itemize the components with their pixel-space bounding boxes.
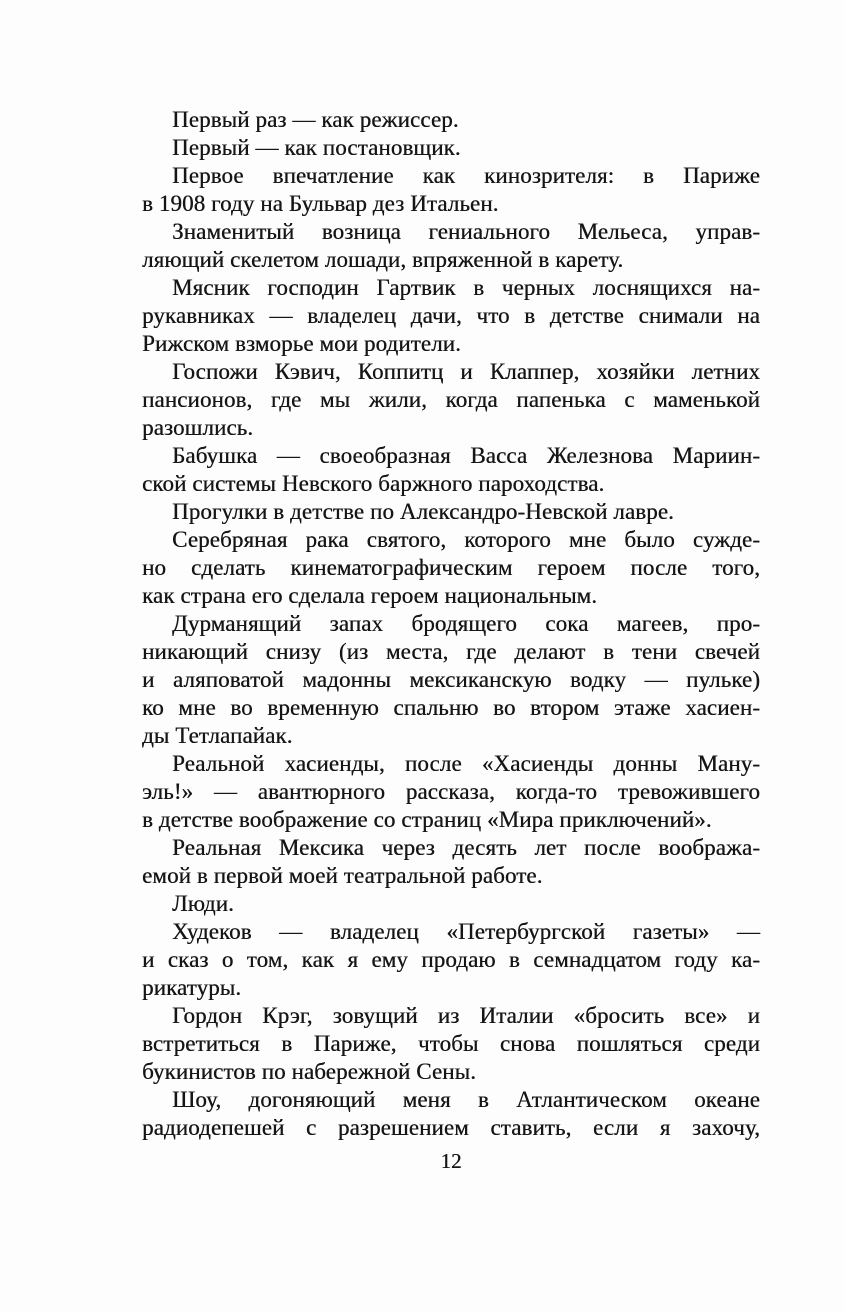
text-line: Реальной хасиенды, после «Хасиенды донны Ману- (172, 751, 760, 776)
text-line: рикатуры. (142, 975, 242, 1000)
text-line: ко мне во временную спальню во втором этаже хасиен- (142, 695, 760, 720)
text-line: в детстве воображение со страниц «Мира приключений». (142, 807, 712, 832)
paragraph (142, 750, 760, 834)
page-number: 12 (440, 1149, 462, 1173)
text-line: Шоу, догоняющий меня в Атлантическом океане (172, 1087, 760, 1112)
text-line: Рижском взморье мои родители. (142, 331, 461, 356)
text-line: ляющий скелетом лошади, впряженной в карету. (142, 247, 624, 272)
paragraph (142, 890, 760, 918)
paragraph (142, 498, 760, 526)
paragraph (142, 358, 760, 442)
text-line: емой в первой моей театральной работе. (142, 863, 543, 888)
paragraph (142, 218, 760, 274)
text-line: букинистов по набережной Сены. (142, 1059, 476, 1084)
text-line: Первый — как постановщик. (172, 135, 461, 160)
text-line: Мясник господин Гартвик в черных лоснящихся на- (172, 275, 760, 300)
text-line: Первый раз — как режиссер. (172, 107, 459, 132)
text-line: Первое впечатление как кинозрителя: в Париже (172, 163, 760, 188)
text-line: Дурманящий запах бродящего сока магеев, про- (172, 611, 760, 636)
text-line: и сказ о том, как я ему продаю в семнадцатом году ка- (142, 947, 760, 972)
paragraph (142, 918, 760, 1002)
text-line: Реальная Мексика через десять лет после вообража- (172, 835, 760, 860)
paragraph (142, 526, 760, 610)
text-line: но сделать кинематографическим героем после того, (142, 555, 760, 580)
paragraph (142, 106, 760, 134)
paragraph (142, 134, 760, 162)
text-line: Гордон Крэг, зовущий из Италии «бросить все» и (172, 1003, 760, 1028)
text-line: эль!» — авантюрного рассказа, когда-то тревожившего (142, 779, 760, 804)
text-line: Знаменитый возница гениального Мельеса, управ- (172, 219, 760, 244)
page-text (142, 106, 760, 1142)
text-line: рукавниках — владелец дачи, что в детстве снимали на (142, 303, 760, 328)
text-line: ды Тетлапайак. (142, 723, 293, 748)
paragraph (142, 442, 760, 498)
text-line: радиодепешей с разрешением ставить, если я захочу, (142, 1115, 760, 1140)
text-line: пансионов, где мы жили, когда папенька с маменькой (142, 387, 760, 412)
text-line: Госпожи Кэвич, Коппитц и Клаппер, хозяйки летних (172, 359, 760, 384)
text-line: Худеков — владелец «Петербургской газеты» — (172, 919, 760, 944)
paragraph (142, 834, 760, 890)
text-line: Прогулки в детстве по Александро-Невской лавре. (172, 499, 674, 524)
paragraph (142, 274, 760, 358)
paragraph (142, 1002, 760, 1086)
text-line: Люди. (172, 891, 234, 916)
paragraph (142, 1086, 760, 1142)
text-line: разошлись. (142, 415, 254, 440)
text-line: и аляповатой мадонны мексиканскую водку — пульке) (142, 667, 760, 692)
text-line: как страна его сделала героем национальным. (142, 583, 598, 608)
text-line: никающий снизу (из места, где делают в тени свечей (142, 639, 760, 664)
text-line: встретиться в Париже, чтобы снова пошляться среди (142, 1031, 760, 1056)
text-line: ской системы Невского баржного пароходства. (142, 471, 605, 496)
paragraph (142, 162, 760, 218)
paragraph (142, 610, 760, 750)
text-line: в 1908 году на Бульвар дез Итальен. (142, 191, 499, 216)
text-line: Серебряная рака святого, которого мне было сужде- (172, 527, 760, 552)
text-line: Бабушка — своеобразная Васса Железнова Мариин- (172, 443, 760, 468)
